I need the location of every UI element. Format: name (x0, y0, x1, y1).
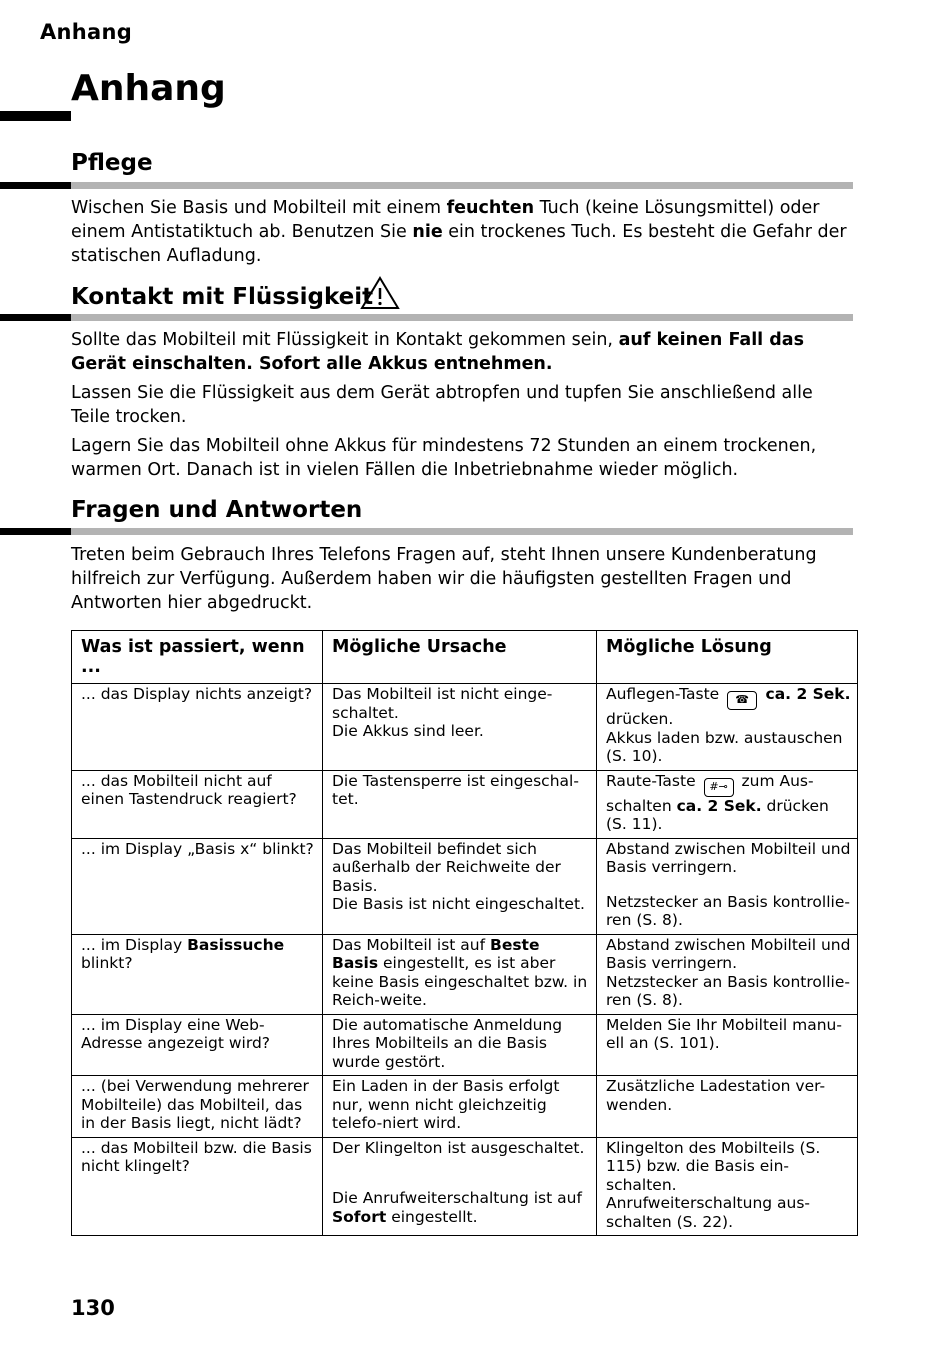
cell-cause (323, 684, 597, 771)
kontakt-paragraph-1: Sollte das Mobilteil mit Flüssigkeit in Kontakt gekommen sein, auf keinen Fall das Gerät einschalten. Sofort alle Akkus entnehmen. (71, 330, 805, 374)
cell-line: Das Mobilteil ist auf Beste Basis eingestellt, es ist aber keine Basis eingeschaltet bzw. in Reich-weite. (332, 935, 588, 1009)
section-rule-pflege (71, 182, 853, 189)
cell-line: Auflegen-Taste ☎ ca. 2 Sek. drücken. (606, 685, 851, 728)
section-title-kontakt: Kontakt mit Flüssigkeit (71, 284, 374, 310)
cell-line: ... (bei Verwendung mehrerer Mobilteile) das Mobilteil, das in der Basis liegt, nicht lädt? (81, 1077, 309, 1132)
cell-line: Die Anrufweiterschaltung ist auf Sofort eingestellt. (332, 1189, 582, 1226)
cell-line: ... im Display eine Web-Adresse angezeigt wird? (81, 1015, 271, 1052)
cell-cause (323, 838, 597, 934)
faq-header-row (72, 631, 858, 684)
cell-line: Melden Sie Ihr Mobilteil manu-ell an (S. 101). (606, 1015, 842, 1052)
bold-text: auf keinen Fall das Gerät einschalten. Sofort alle Akkus entnehmen. (71, 330, 805, 374)
cell-line: Die Basis ist nicht eingeschaltet. (332, 895, 585, 913)
cell-solution (597, 684, 858, 771)
cell-cause (323, 1076, 597, 1138)
line-gap (332, 1173, 590, 1189)
cell-line: ... im Display „Basis x“ blinkt? (81, 839, 314, 858)
pflege-paragraph: Wischen Sie Basis und Mobilteil mit einem feuchten Tuch (keine Lösungsmittel) oder einem Antistatiktuch ab. Benutzen Sie nie ein trockenes Tuch. Es besteht die Gefahr der statischen Aufladung. (71, 198, 847, 266)
cell-question (72, 1014, 323, 1076)
cell-solution (597, 1137, 858, 1236)
table-row (72, 838, 858, 934)
table-row (72, 684, 858, 771)
header-solution: Mögliche Lösung (597, 631, 858, 684)
cell-line: Klingelton des Mobilteils (S. 115) bzw. die Basis ein-schalten. (606, 1138, 821, 1194)
bold-text: ca. 2 Sek. (760, 685, 851, 703)
bold-text: Sofort (332, 1207, 387, 1226)
running-head: Anhang (40, 20, 133, 44)
cell-line: ... im Display Basissuche blinkt? (81, 935, 285, 972)
hash-key-icon: #⊸ (704, 778, 734, 797)
cell-line: Anrufweiterschaltung aus-schalten (S. 22). (606, 1194, 811, 1231)
cell-cause (323, 934, 597, 1014)
cell-question (72, 838, 323, 934)
fragen-paragraph: Treten beim Gebrauch Ihres Telefons Fragen auf, steht Ihnen unsere Kundenberatung hilfreich zur Verfügung. Außerdem haben wir die häufigsten gestellten Fragen und Antworten hier abgedruckt. (71, 545, 817, 613)
bold-text: nie (412, 222, 443, 242)
bold-text: Beste Basis (332, 935, 540, 972)
cell-line: ... das Display nichts anzeigt? (81, 685, 313, 703)
cell-solution (597, 770, 858, 838)
section-rule-fragen (71, 528, 853, 535)
cell-solution (597, 1014, 858, 1076)
cell-question (72, 1076, 323, 1138)
section-title-pflege: Pflege (71, 150, 153, 176)
chapter-bar (0, 111, 71, 121)
section-title-fragen: Fragen und Antworten (71, 497, 363, 523)
cell-question (72, 1137, 323, 1236)
cell-question (72, 934, 323, 1014)
chapter-title: Anhang (71, 68, 226, 109)
bold-text: Basissuche (187, 935, 285, 954)
table-row (72, 770, 858, 838)
cell-question (72, 684, 323, 771)
bold-text: feuchten (446, 198, 535, 218)
cell-question (72, 770, 323, 838)
cell-cause (323, 1137, 597, 1236)
cell-cause (323, 770, 597, 838)
kontakt-paragraph-3: Lagern Sie das Mobilteil ohne Akkus für mindestens 72 Stunden an einem trockenen, warmen Ort. Danach ist in vielen Fällen die Inbetriebnahme wieder möglich. (71, 436, 817, 480)
line-gap (606, 877, 851, 893)
cell-line: Das Mobilteil ist nicht einge-schaltet. (332, 685, 553, 722)
cell-line: Zusätzliche Ladestation ver-wenden. (606, 1077, 826, 1114)
cell-line: Netzstecker an Basis kontrollie-ren (S. 8). (606, 892, 850, 929)
section-bar-pflege (0, 182, 71, 189)
section-bar-fragen (0, 528, 71, 535)
header-question: Was ist passiert, wenn ... (72, 631, 323, 684)
kontakt-paragraph-2: Lassen Sie die Flüssigkeit aus dem Gerät abtropfen und tupfen Sie anschließend alle Teile trocken. (71, 383, 813, 427)
cell-line: Netzstecker an Basis kontrollie-ren (S. 8). (606, 972, 850, 1009)
cell-line: Die automatische Anmeldung Ihres Mobilteils an die Basis wurde gestört. (332, 1015, 563, 1071)
cell-line: Das Mobilteil befindet sich außerhalb der Reichweite der Basis. (332, 839, 561, 895)
bold-text: ca. 2 Sek. (676, 796, 762, 815)
cell-line: Raute-Taste #⊸ zum Aus-schalten ca. 2 Sek. drücken (S. 11). (606, 771, 829, 833)
cell-solution (597, 838, 858, 934)
cell-line: Abstand zwischen Mobilteil und Basis verringern. (606, 839, 851, 876)
cell-line: Der Klingelton ist ausgeschaltet. (332, 1138, 585, 1157)
cell-line: Abstand zwischen Mobilteil und Basis verringern. (606, 935, 851, 972)
line-gap (332, 1157, 590, 1173)
section-rule-kontakt (71, 314, 853, 321)
end-call-key-icon: ☎ (727, 691, 757, 710)
cell-line: ... das Mobilteil bzw. die Basis nicht klingelt? (81, 1138, 312, 1175)
cell-line: Ein Laden in der Basis erfolgt nur, wenn nicht gleichzeitig telefo-niert wird. (332, 1077, 560, 1132)
cell-line: Die Tastensperre ist eingeschal-tet. (332, 771, 579, 808)
table-row (72, 1137, 858, 1236)
table-row (72, 934, 858, 1014)
table-row (72, 1076, 858, 1138)
page-number: 130 (71, 1296, 115, 1320)
header-cause: Mögliche Ursache (323, 631, 597, 684)
cell-line: Die Akkus sind leer. (332, 722, 484, 740)
cell-line: ... das Mobilteil nicht auf einen Tastendruck reagiert? (81, 771, 297, 808)
cell-line: Akkus laden bzw. austauschen (S. 10). (606, 728, 843, 765)
warning-triangle-icon (360, 276, 400, 310)
table-row (72, 1014, 858, 1076)
section-bar-kontakt (0, 314, 71, 321)
cell-solution (597, 1076, 858, 1138)
cell-cause (323, 1014, 597, 1076)
cell-solution (597, 934, 858, 1014)
faq-table (71, 630, 858, 1236)
